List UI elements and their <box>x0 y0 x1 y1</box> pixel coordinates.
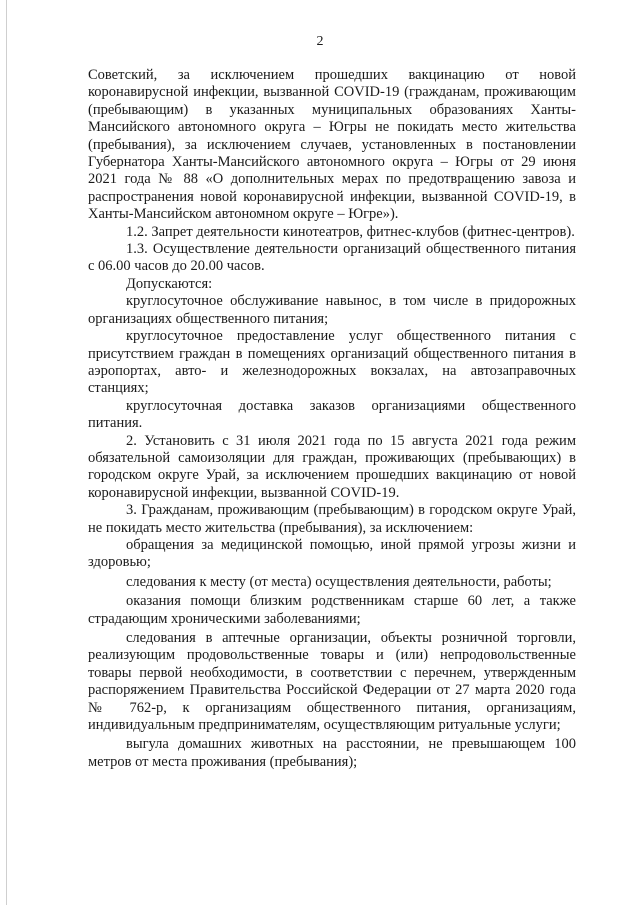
paragraph-help-relatives: оказания помощи близким родственникам старше 60 лет, а также страдающим хроническими заболеваниями; <box>88 593 576 627</box>
paragraph-allowed-heading: Допускаются: <box>126 275 213 292</box>
paragraph-pharmacy-shops: следования в аптечные организации, объекты розничной торговли, реализующим продовольственные товары и (или) непродовольственные товары первой необходимости, в соответствии с перечнем, утвержденным распоряжением Правительства Российской Федерации от 27 марта 2020 года № 762-р, к организациям общественного питания, организациям, индивидуальным предпринимателям, осуществляющим ритуальные услуги; <box>88 630 576 734</box>
paragraph-2-self-isolation: 2. Установить с 31 июля 2021 года по 15 августа 2021 года режим обязательной самоизоляции для граждан, проживающих (пребывающих) в городском округе Урай, за исключением прошедших вакцинацию от новой коронавирусной инфекции, вызванной COVID-19. <box>88 432 576 501</box>
paragraph-medical-help: обращения за медицинской помощью, иной прямой угрозы жизни и здоровью; <box>88 536 576 571</box>
paragraph-1-3-catering-hours: 1.3. Осуществление деятельности организаций общественного питания с 06.00 часов до 20.00 часов. <box>88 241 576 275</box>
paragraph-takeaway: круглосуточное обслуживание навынос, в том числе в придорожных организациях общественного питания; <box>88 293 576 327</box>
page-edge-line <box>6 0 7 905</box>
paragraph-pet-walking: выгула домашних животных на расстоянии, не превышающем 100 метров от места проживания (пребывания); <box>88 736 576 770</box>
page-number: 2 <box>316 34 324 49</box>
paragraph-3-stay-home: 3. Гражданам, проживающим (пребывающим) в городском округе Урай, не покидать место жительства (пребывания), за исключением: <box>88 502 576 536</box>
paragraph-catering-stations: круглосуточное предоставление услуг общественного питания с присутствием граждан в помещениях организаций общественного питания в аэропортах, авто- и железнодорожных вокзалах, на автозаправочных станциях; <box>88 328 576 397</box>
paragraph-delivery: круглосуточная доставка заказов организациями общественного питания. <box>88 397 576 432</box>
document-body <box>88 67 576 771</box>
paragraph-commute-work: следования к месту (от места) осуществления деятельности, работы; <box>126 573 552 590</box>
paragraph-1-2-cinemas: 1.2. Запрет деятельности кинотеатров, фитнес-клубов (фитнес-центров). <box>126 223 575 240</box>
paragraph-continuation-sovetsky: Советский, за исключением прошедших вакцинацию от новой коронавирусной инфекции, вызванной COVID-19 (гражданам, проживающим (пребывающим) в указанных муниципальных образованиях Ханты-Мансийского автономного округа – Югры не покидать место жительства (пребывания), за исключением случаев, установленных в постановлении Губернатора Ханты-Мансийского автономного округа – Югры от 29 июня 2021 года № 88 «О дополнительных мерах по предотвращению завоза и распространения новой коронавирусной инфекции, вызванной COVID-19, в Ханты-Мансийском автономном округе – Югре»). <box>88 67 576 223</box>
